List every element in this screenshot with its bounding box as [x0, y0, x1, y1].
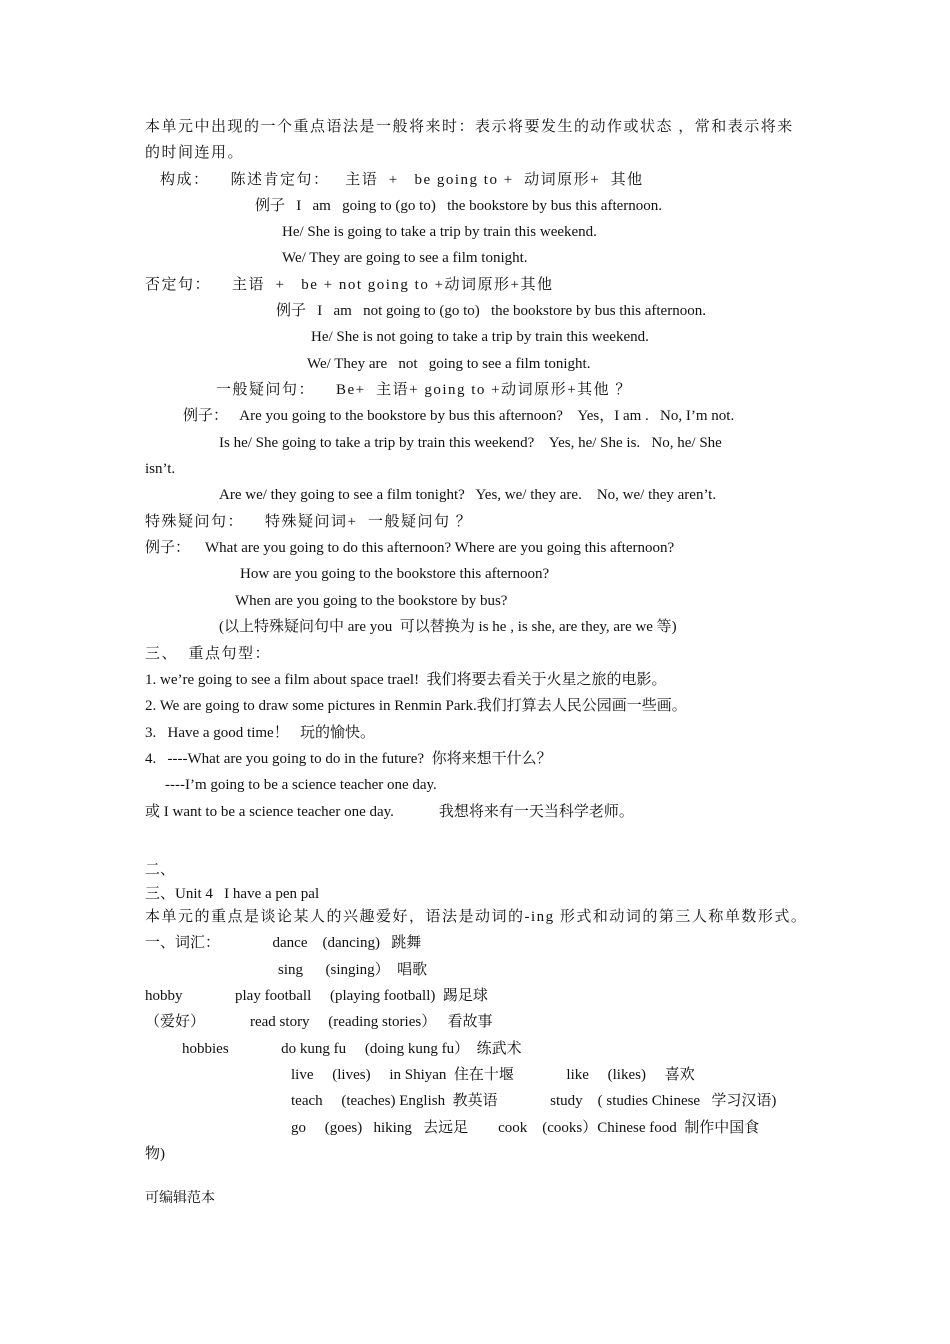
key-sentence-4-alt: 或 I want to be a science teacher one day. 我想将来有一天当科学老师。 [145, 804, 634, 820]
section-two: 二、 [145, 862, 176, 878]
example-wh-2: How are you going to the bookstore this afternoon? [240, 566, 550, 582]
example-question-3: Are we/ they going to see a film tonight? Yes, we/ they are. No, we/ they aren’t. [219, 487, 717, 503]
unit-title: 三、Unit 4 I have a pen pal [145, 886, 320, 902]
example-affirmative-2: He/ She is going to take a trip by train this weekend. [282, 224, 597, 240]
structure-affirmative: 构成： 陈述肯定句： 主语 + be going to + 动词原形+ 其他 [160, 172, 644, 188]
example-question-2-cont: isn’t. [145, 461, 176, 477]
section-key-sentences: 三、 重点句型： [145, 646, 272, 662]
wh-note: (以上特殊疑问句中 are you 可以替换为 is he , is she, are they, are we 等) [219, 619, 677, 635]
vocab-4: （爱好） read story (reading stories） 看故事 [145, 1014, 493, 1030]
example-question-2: Is he/ She going to take a trip by train this weekend? Yes, he/ She is. No, he/ She [219, 435, 722, 451]
intro-line-1: 本单元中出现的一个重点语法是一般将来时：表示将要发生的动作或状态 ，常和表示将来 [145, 119, 794, 135]
example-negative-1: 例子 I am not going to (go to) the bookstore by bus this afternoon. [276, 303, 706, 319]
example-negative-3: We/ They are not going to see a film tonight. [307, 356, 591, 372]
vocab-8-cont: 物) [145, 1146, 165, 1162]
example-wh-3: When are you going to the bookstore by bus? [235, 593, 508, 609]
vocab-1: 一、词汇： dance (dancing) 跳舞 [145, 935, 422, 951]
example-negative-2: He/ She is not going to take a trip by train this weekend. [311, 329, 649, 345]
structure-wh-question: 特殊疑问句： 特殊疑问词+ 一般疑问句 ？ [145, 514, 473, 530]
example-affirmative-1: 例子 I am going to (go to) the bookstore by bus this afternoon. [255, 198, 663, 214]
example-wh-1: 例子： What are you going to do this afternoon? Where are you going this afternoon? [145, 540, 675, 556]
key-sentence-4-answer: ----I’m going to be a science teacher one day. [165, 777, 437, 793]
example-affirmative-3: We/ They are going to see a film tonight. [282, 250, 528, 266]
key-sentence-4: 4. ----What are you going to do in the future? 你将来想干什么？ [145, 751, 552, 767]
example-question-1: 例子： Are you going to the bookstore by bus this afternoon? Yes，I am . No, I’m not. [183, 408, 735, 424]
intro-line-2: 的时间连用。 [145, 145, 245, 161]
vocab-5: hobbies do kung fu (doing kung fu） 练武术 [182, 1041, 522, 1057]
structure-question: 一般疑问句： Be+ 主语+ going to +动词原形+其他 ？ [216, 382, 632, 398]
footer-label: 可编辑范本 [145, 1191, 215, 1206]
key-sentence-1: 1. we’re going to see a film about space trael! 我们将要去看关于火星之旅的电影。 [145, 672, 667, 688]
structure-negative: 否定句： 主语 + be + not going to +动词原形+其他 [145, 277, 554, 293]
vocab-6: live (lives) in Shiyan 住在十堰 like (likes) 喜欢 [291, 1067, 695, 1083]
vocab-7: teach (teaches) English 教英语 study ( studies Chinese 学习汉语) [291, 1093, 777, 1109]
key-sentence-2: 2. We are going to draw some pictures in Renmin Park.我们打算去人民公园画一些画。 [145, 698, 687, 714]
vocab-2: sing (singing） 唱歌 [278, 962, 428, 978]
unit-intro: 本单元的重点是谈论某人的兴趣爱好，语法是动词的-ing 形式和动词的第三人称单数形式。 [145, 909, 808, 925]
vocab-3: hobby play football (playing football) 踢足球 [145, 988, 488, 1004]
vocab-8: go (goes) hiking 去远足 cook (cooks）Chinese food 制作中国食 [291, 1120, 760, 1136]
key-sentence-3: 3. Have a good time！ 玩的愉快。 [145, 725, 375, 741]
